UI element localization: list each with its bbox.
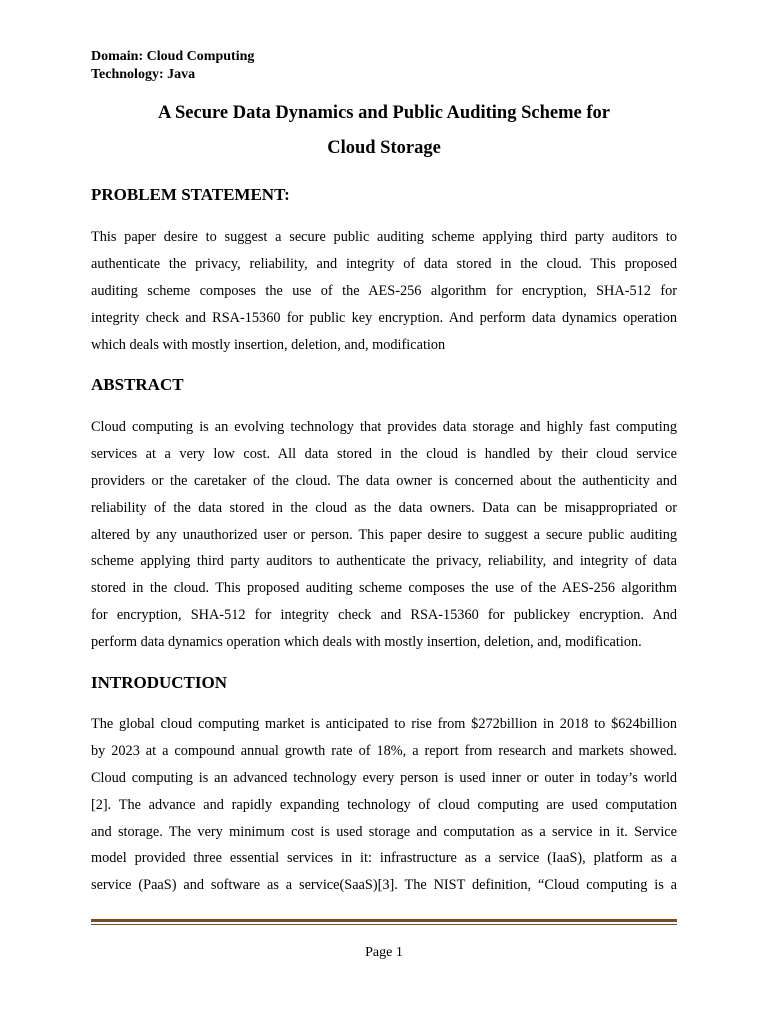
paragraph-line: for encryption, SHA-512 for integrity check and RSA-15360 for publickey encryption. And xyxy=(91,607,677,624)
paragraph-line: authenticate the privacy, reliability, and integrity of data stored in the cloud. This proposed xyxy=(91,255,677,272)
introduction-paragraph xyxy=(91,711,677,899)
paragraph-line: Cloud computing is an evolving technology that provides data storage and highly fast computing xyxy=(91,419,677,435)
paragraph-line: model provided three essential services in it: infrastructure as a service (IaaS), platform as a xyxy=(91,850,677,867)
paragraph-line: Cloud computing is an advanced technology every person is used inner or outer in today’s world xyxy=(91,769,677,786)
page-number: Page 1 xyxy=(365,945,403,960)
paragraph-line: which deals with mostly insertion, deletion, and, modification xyxy=(91,336,446,353)
paragraph-line: auditing scheme composes the use of the AES-256 algorithm for encryption, SHA-512 for xyxy=(91,282,677,299)
paragraph-line: services at a very low cost. All data stored in the cloud is handled by their cloud service xyxy=(91,445,677,462)
paragraph-line: stored in the cloud. This proposed auditing scheme composes the use of the AES-256 algorithm xyxy=(91,580,677,597)
paragraph-line: scheme applying third party auditors to authenticate the privacy, reliability, and integrity of data xyxy=(91,553,677,570)
domain-label: Domain: Cloud Computing xyxy=(91,49,255,64)
abstract-heading: ABSTRACT xyxy=(91,375,184,394)
footer-divider-thin xyxy=(91,924,677,925)
paragraph-line: The global cloud computing market is anticipated to rise from $272billion in 2018 to $624billion xyxy=(91,716,677,732)
problem-statement-heading: PROBLEM STATEMENT: xyxy=(91,185,290,204)
paragraph-line: service (PaaS) and software as a service(SaaS)[3]. The NIST definition, “Cloud computing is a xyxy=(91,877,677,894)
document-title-line-2: Cloud Storage xyxy=(327,138,441,158)
paragraph-line: integrity check and RSA-15360 for public key encryption. And perform data dynamics operation xyxy=(91,309,677,326)
abstract-paragraph xyxy=(91,414,677,656)
introduction-heading: INTRODUCTION xyxy=(91,673,228,692)
footer-divider-thick xyxy=(91,919,677,922)
paragraph-line: This paper desire to suggest a secure public auditing scheme applying third party auditors to xyxy=(91,229,677,245)
paragraph-line: [2]. The advance and rapidly expanding technology of cloud computing are used computation xyxy=(91,796,677,813)
technology-label: Technology: Java xyxy=(91,67,196,82)
problem-statement-paragraph xyxy=(91,224,677,358)
paragraph-line: altered by any unauthorized user or person. This paper desire to suggest a secure public auditing xyxy=(91,526,677,543)
paragraph-line: reliability of the data stored in the cloud as the data owners. Data can be misappropriated or xyxy=(91,499,677,516)
document-title-line-1: A Secure Data Dynamics and Public Auditing Scheme for xyxy=(158,103,610,123)
paragraph-line: and storage. The very minimum cost is used storage and computation as a service in it. Service xyxy=(91,823,677,840)
paragraph-line: perform data dynamics operation which deals with mostly insertion, deletion, and, modification. xyxy=(91,634,642,651)
paragraph-line: by 2023 at a compound annual growth rate of 18%, a report from research and markets showed. xyxy=(91,742,677,759)
paragraph-line: providers or the caretaker of the cloud. The data owner is concerned about the authenticity and xyxy=(91,472,677,489)
